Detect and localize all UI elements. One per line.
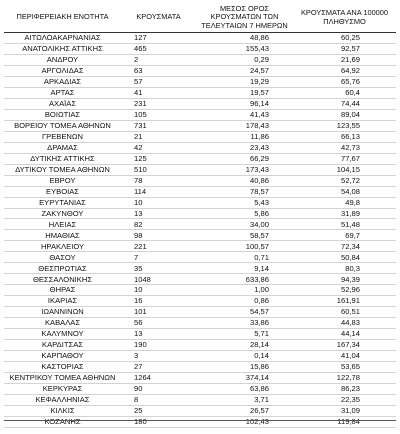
table-header: [4, 3, 396, 33]
region-cell: ΚΑΡΔΙΤΣΑΣ: [42, 340, 83, 350]
cases-cell: 13: [134, 329, 143, 339]
avg7-cell: 48,86: [249, 33, 269, 43]
table-row: [4, 329, 396, 340]
per100k-cell: 60,51: [340, 307, 360, 317]
avg7-cell: 374,14: [245, 373, 269, 383]
region-cell: ΚΟΖΑΝΗΣ: [44, 417, 81, 427]
per100k-cell: 31,09: [340, 406, 360, 416]
table-body: [4, 33, 396, 428]
table-row: [4, 43, 396, 54]
avg7-cell: 26,57: [249, 406, 269, 416]
cases-cell: 21: [134, 131, 143, 141]
per100k-cell: 54,08: [340, 186, 360, 196]
table-row: [4, 241, 396, 252]
table-row: [4, 384, 396, 395]
per100k-cell: 123,55: [336, 120, 360, 130]
cases-cell: 10: [134, 285, 143, 295]
avg7-cell: 78,57: [249, 186, 269, 196]
table-row: [4, 307, 396, 318]
region-cell: ΑΡΤΑΣ: [50, 88, 75, 98]
region-cell: ΚΑΛΥΜΝΟΥ: [41, 329, 84, 339]
region-cell: ΕΥΒΟΙΑΣ: [46, 186, 79, 196]
per100k-cell: 31,89: [340, 208, 360, 218]
per100k-cell: 72,34: [340, 241, 360, 251]
per100k-cell: 66,13: [340, 131, 360, 141]
avg7-cell: 102,43: [245, 417, 269, 427]
per100k-cell: 104,15: [336, 164, 360, 174]
avg7-cell: 3,71: [254, 395, 269, 405]
table-row: [4, 76, 396, 87]
region-cell: ΔΥΤΙΚΗΣ ΑΤΤΙΚΗΣ: [30, 153, 95, 163]
cases-cell: 101: [134, 307, 147, 317]
per100k-cell: 60,25: [340, 33, 360, 43]
table-row: [4, 120, 396, 131]
region-cell: ΗΛΕΙΑΣ: [48, 219, 77, 229]
cases-cell: 82: [134, 219, 143, 229]
per100k-cell: 50,84: [340, 252, 360, 262]
table-row: [4, 87, 396, 98]
per100k-cell: 42,73: [340, 142, 360, 152]
cases-cell: 3: [134, 351, 139, 361]
region-cell: ΔΥΤΙΚΟΥ ΤΟΜΕΑ ΑΘΗΝΩΝ: [15, 164, 110, 174]
header-per100k: ΚΡΟΥΣΜΑΤΑ ΑΝΑ 100000 ΠΛΗΘΥΣΜΟ: [300, 8, 389, 26]
region-cell: ΑΡΚΑΔΙΑΣ: [43, 77, 82, 87]
per100k-cell: 22,35: [340, 395, 360, 405]
header-row: [4, 3, 396, 33]
header-cases: ΚΡΟΥΣΜΑΤΑ: [136, 12, 181, 22]
cases-cell: 57: [134, 77, 143, 87]
per100k-cell: 64,92: [340, 66, 360, 76]
table-row: [4, 252, 396, 263]
region-cell: ΙΩΑΝΝΙΝΩΝ: [41, 307, 84, 317]
avg7-cell: 40,86: [249, 175, 269, 185]
table-row: [4, 142, 396, 153]
region-cell: ΒΟΡΕΙΟΥ ΤΟΜΕΑ ΑΘΗΝΩΝ: [14, 120, 111, 130]
table-row: [4, 394, 396, 405]
avg7-cell: 173,43: [245, 164, 269, 174]
table-row: [4, 65, 396, 76]
table-row: [4, 33, 396, 44]
avg7-cell: 0,71: [254, 252, 269, 262]
region-cell: ΕΥΡΥΤΑΝΙΑΣ: [39, 197, 86, 207]
cases-cell: 16: [134, 296, 143, 306]
table-row: [4, 54, 396, 65]
table-row: [4, 263, 396, 274]
per100k-cell: 92,57: [340, 44, 360, 54]
avg7-cell: 28,14: [249, 340, 269, 350]
cases-cell: 90: [134, 384, 143, 394]
per100k-cell: 167,34: [336, 340, 360, 350]
per100k-cell: 60,4: [345, 88, 360, 98]
cases-table: [4, 3, 396, 428]
cases-cell: 731: [134, 120, 147, 130]
avg7-cell: 33,86: [249, 318, 269, 328]
per100k-cell: 41,04: [340, 351, 360, 361]
cases-cell: 1264: [134, 373, 151, 383]
per100k-cell: 69,7: [345, 230, 360, 240]
cases-cell: 190: [134, 340, 147, 350]
table-row: [4, 285, 396, 296]
region-cell: ΓΡΕΒΕΝΩΝ: [41, 131, 84, 141]
cases-cell: 105: [134, 109, 147, 119]
region-cell: ΚΕΝΤΡΙΚΟΥ ΤΟΜΕΑ ΑΘΗΝΩΝ: [9, 373, 116, 383]
avg7-cell: 5,86: [254, 208, 269, 218]
table-row: [4, 274, 396, 285]
per100k-cell: 119,84: [337, 417, 360, 427]
per100k-cell: 94,39: [340, 274, 360, 284]
avg7-cell: 34,00: [249, 219, 269, 229]
cases-cell: 465: [134, 44, 147, 54]
cases-cell: 114: [134, 186, 147, 196]
avg7-cell: 9,14: [254, 263, 269, 273]
table-row: [4, 318, 396, 329]
per100k-cell: 51,48: [340, 219, 360, 229]
per100k-cell: 21,69: [340, 55, 360, 65]
cases-cell: 8: [134, 395, 139, 405]
cases-cell: 1048: [134, 274, 151, 284]
table-row: [4, 197, 396, 208]
cases-cell: 510: [134, 164, 147, 174]
region-cell: ΚΑΣΤΟΡΙΑΣ: [41, 362, 84, 372]
region-cell: ΚΕΡΚΥΡΑΣ: [42, 384, 83, 394]
avg7-cell: 100,57: [245, 241, 269, 251]
avg7-cell: 15,86: [249, 362, 269, 372]
cases-cell: 78: [134, 175, 143, 185]
region-cell: ΑΝΑΤΟΛΙΚΗΣ ΑΤΤΙΚΗΣ: [22, 44, 103, 54]
cases-cell: 25: [134, 406, 143, 416]
avg7-cell: 63,86: [249, 384, 269, 394]
region-cell: ΘΑΣΟΥ: [49, 252, 76, 262]
cases-cell: 7: [134, 252, 139, 262]
cases-cell: 180: [134, 417, 147, 427]
avg7-cell: 96,14: [249, 99, 269, 108]
avg7-cell: 11,86: [250, 131, 269, 141]
cases-cell: 13: [134, 208, 143, 218]
per100k-cell: 53,65: [340, 362, 360, 372]
region-cell: ΚΑΒΑΛΑΣ: [44, 318, 81, 328]
region-cell: ΑΧΑΪΑΣ: [48, 99, 77, 108]
cases-cell: 10: [134, 197, 143, 207]
cases-cell: 63: [134, 66, 143, 76]
table-row: [4, 340, 396, 351]
avg7-cell: 5,71: [254, 329, 269, 339]
avg7-cell: 178,43: [245, 120, 269, 130]
bottom-rule: [4, 420, 396, 421]
avg7-cell: 54,57: [249, 307, 269, 317]
header-avg7: ΜΕΣΟΣ ΟΡΟΣ ΚΡΟΥΣΜΑΤΩΝ ΤΩΝ ΤΕΛΕΥΤΑΙΩΝ 7 ΗΜΕΡΩΝ: [201, 4, 288, 30]
cases-cell: 56: [134, 318, 143, 328]
region-cell: ΕΒΡΟΥ: [49, 175, 76, 185]
table-row: [4, 416, 396, 427]
table-row: [4, 405, 396, 416]
cases-cell: 125: [134, 153, 147, 163]
per100k-cell: 44,14: [340, 329, 360, 339]
region-cell: ΑΡΓΟΛΙΔΑΣ: [41, 66, 84, 76]
region-cell: ΔΡΑΜΑΣ: [47, 142, 78, 152]
cases-cell: 221: [134, 241, 147, 251]
table-row: [4, 373, 396, 384]
per100k-cell: 52,72: [340, 175, 360, 185]
avg7-cell: 19,29: [249, 77, 269, 87]
avg7-cell: 0,86: [254, 296, 269, 306]
region-cell: ΑΝΔΡΟΥ: [46, 55, 79, 65]
table-row: [4, 153, 396, 164]
table-row: [4, 109, 396, 120]
avg7-cell: 19,57: [249, 88, 269, 98]
region-cell: ΗΡΑΚΛΕΙΟΥ: [40, 241, 85, 251]
cases-cell: 2: [134, 55, 139, 65]
per100k-cell: 52,96: [340, 285, 360, 295]
avg7-cell: 5,43: [254, 197, 269, 207]
avg7-cell: 23,43: [249, 142, 269, 152]
table-row: [4, 351, 396, 362]
per100k-cell: 65,76: [340, 77, 360, 87]
region-cell: ΚΑΡΠΑΘΟΥ: [41, 351, 84, 361]
per100k-cell: 44,83: [340, 318, 360, 328]
table-row: [4, 230, 396, 241]
per100k-cell: 86,23: [340, 384, 360, 394]
table-row: [4, 362, 396, 373]
avg7-cell: 41,43: [249, 109, 269, 119]
per100k-cell: 89,04: [340, 109, 360, 119]
avg7-cell: 0,29: [254, 55, 269, 65]
avg7-cell: 1,00: [254, 285, 269, 295]
avg7-cell: 58,57: [249, 230, 269, 240]
per100k-cell: 80,3: [345, 263, 360, 273]
table-row: [4, 175, 396, 186]
cases-cell: 98: [134, 230, 143, 240]
region-cell: ΙΚΑΡΙΑΣ: [47, 296, 78, 306]
avg7-cell: 66,29: [249, 153, 269, 163]
header-region: ΠΕΡΙΦΕΡΕΙΑΚΗ ΕΝΟΤΗΤΑ: [16, 12, 109, 22]
region-cell: ΘΕΣΠΡΩΤΙΑΣ: [38, 263, 87, 273]
per100k-cell: 74,44: [340, 99, 360, 108]
cases-cell: 42: [134, 142, 143, 152]
table-row: [4, 186, 396, 197]
table-row: [4, 296, 396, 307]
cases-cell: 231: [134, 99, 147, 108]
cases-cell: 127: [134, 33, 147, 43]
avg7-cell: 633,86: [245, 274, 269, 284]
region-cell: ΚΙΛΚΙΣ: [50, 406, 75, 416]
table-row: [4, 131, 396, 142]
table-row: [4, 164, 396, 175]
cases-cell: 41: [134, 88, 143, 98]
per100k-cell: 49,8: [345, 197, 360, 207]
region-cell: ΘΗΡΑΣ: [49, 285, 76, 295]
per100k-cell: 122,78: [336, 373, 360, 383]
per100k-cell: 77,67: [340, 153, 360, 163]
avg7-cell: 24,57: [249, 66, 269, 76]
per100k-cell: 161,91: [336, 296, 360, 306]
region-cell: ΑΙΤΩΛΟΑΚΑΡΝΑΝΙΑΣ: [24, 33, 101, 43]
avg7-cell: 155,43: [245, 44, 269, 54]
cases-cell: 35: [134, 263, 143, 273]
cases-cell: 27: [134, 362, 143, 372]
table-row: [4, 98, 396, 109]
region-cell: ΖΑΚΥΝΘΟΥ: [41, 208, 84, 218]
region-cell: ΒΟΙΩΤΙΑΣ: [44, 109, 81, 119]
avg7-cell: 0,14: [254, 351, 269, 361]
region-cell: ΚΕΦΑΛΛΗΝΙΑΣ: [35, 395, 90, 405]
region-cell: ΘΕΣΣΑΛΟΝΙΚΗΣ: [32, 274, 93, 284]
region-cell: ΗΜΑΘΙΑΣ: [45, 230, 80, 240]
table-row: [4, 208, 396, 219]
table-row: [4, 219, 396, 230]
